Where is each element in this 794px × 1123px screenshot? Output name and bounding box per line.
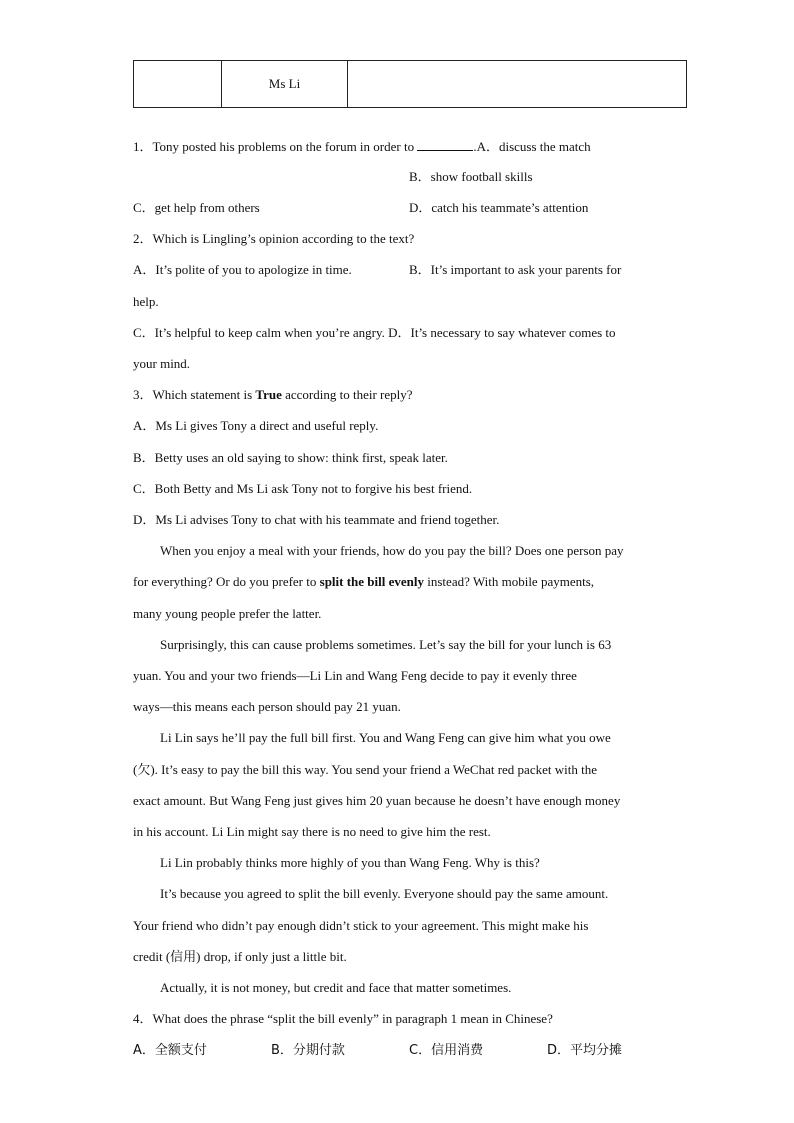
q4-option-b: B．分期付款 [271, 1043, 345, 1058]
passage-p1-line3: many young people prefer the latter. [133, 606, 322, 621]
passage-p3-line3: exact amount. But Wang Feng just gives him 20 yuan because he doesn’t have enough money [133, 793, 621, 808]
answer-blank [417, 138, 473, 151]
q4-option-d: D．平均分摊 [547, 1043, 623, 1058]
q3-stem [133, 387, 413, 403]
q2-stem: 2．Which is Lingling’s opinion according to the text? [133, 231, 415, 246]
q1-option-b: B．show football skills [409, 169, 533, 184]
q1-stem-text: 1．Tony posted his problems on the forum in order to [133, 139, 418, 154]
passage-p3-line2: (欠). It’s easy to pay the bill this way. You send your friend a WeChat red packet with the [133, 762, 597, 777]
passage-p2-line1: Surprisingly, this can cause problems sometimes. Let’s say the bill for your lunch is 63 [160, 637, 612, 652]
q3-stem-bold: True [255, 387, 282, 402]
passage-p4: Li Lin probably thinks more highly of you than Wang Feng. Why is this? [160, 855, 540, 870]
q1-option-a: A．discuss the match [476, 139, 591, 154]
passage-p6: Actually, it is not money, but credit and face that matter sometimes. [160, 980, 512, 995]
table-cell-reply [348, 61, 686, 107]
q3-stem-text: 3．Which statement is [133, 387, 256, 402]
passage-p1-line2 [133, 574, 594, 590]
passage-bold-phrase: split the bill evenly [319, 574, 425, 589]
passage-p5-line1: It’s because you agreed to split the bill evenly. Everyone should pay the same amount. [160, 886, 609, 901]
passage-text: for everything? Or do you prefer to [133, 574, 320, 589]
q3-stem-end: according to their reply? [281, 387, 413, 402]
q3-option-a: A．Ms Li gives Tony a direct and useful reply. [133, 418, 379, 433]
q3-option-b: B．Betty uses an old saying to show: think first, speak later. [133, 450, 448, 465]
passage-p5-line2: Your friend who didn’t pay enough didn’t stick to your agreement. This might make his [133, 918, 589, 933]
table-cell-name: Ms Li [222, 61, 348, 107]
q1-stem [133, 138, 591, 155]
passage-text: instead? With mobile payments, [424, 574, 595, 589]
table-cell-empty [134, 61, 222, 107]
passage-p1-line1: When you enjoy a meal with your friends, how do you pay the bill? Does one person pay [160, 543, 624, 558]
q4-option-c: C．信用消费 [409, 1043, 484, 1058]
passage-p3-line4: in his account. Li Lin might say there is no need to give him the rest. [133, 824, 491, 839]
passage-p2-line2: yuan. You and your two friends—Li Lin and Wang Feng decide to pay it evenly three [133, 668, 577, 683]
q2-option-d-cont: your mind. [133, 356, 191, 371]
q2-option-b: B．It’s important to ask your parents for [409, 262, 622, 277]
passage-p2-line3: ways—this means each person should pay 21 yuan. [133, 699, 401, 714]
q3-option-c: C．Both Betty and Ms Li ask Tony not to forgive his best friend. [133, 481, 473, 496]
q1-stem-end: . [473, 139, 477, 154]
q2-option-cd: C．It’s helpful to keep calm when you’re angry. D．It’s necessary to say whatever comes to [133, 325, 616, 340]
q2-option-b-cont: help. [133, 294, 159, 309]
passage-p3-line1: Li Lin says he’ll pay the full bill first. You and Wang Feng can give him what you owe [160, 730, 611, 745]
q1-option-d: D．catch his teammate’s attention [409, 200, 589, 215]
q3-option-d: D．Ms Li advises Tony to chat with his teammate and friend together. [133, 512, 500, 527]
passage-p5-line3: credit (信用) drop, if only just a little bit. [133, 949, 347, 964]
q1-option-c: C．get help from others [133, 200, 260, 215]
q4-stem: 4．What does the phrase “split the bill evenly” in paragraph 1 mean in Chinese? [133, 1011, 553, 1026]
reply-table [133, 60, 687, 108]
q4-option-a: A．全额支付 [133, 1043, 207, 1058]
q2-option-a: A．It’s polite of you to apologize in time. [133, 262, 352, 277]
